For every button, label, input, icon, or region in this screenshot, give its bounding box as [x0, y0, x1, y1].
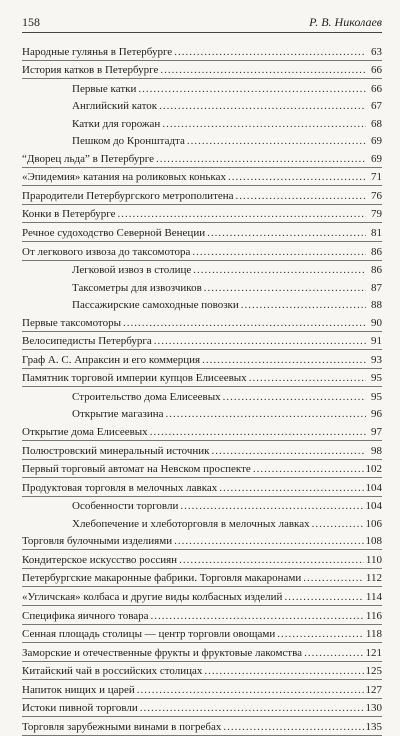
toc-entry-page: 127 — [365, 683, 382, 696]
toc-entry-page: 76 — [371, 189, 382, 202]
toc-entry-title: Сенная площадь столицы — центр торговли овощами — [22, 628, 276, 641]
toc-entry — [22, 699, 382, 718]
toc-leader-dots — [193, 264, 366, 278]
toc-entry-page: 91 — [371, 335, 382, 348]
toc-leader-dots — [118, 208, 366, 222]
toc-leader-dots — [207, 227, 366, 241]
toc-leader-dots — [187, 135, 366, 149]
toc-entry-page: 118 — [365, 628, 382, 641]
toc-leader-dots — [123, 317, 366, 331]
toc-leader-dots — [223, 721, 363, 735]
toc-entry-page: 69 — [371, 152, 382, 165]
toc-leader-dots — [219, 482, 363, 496]
toc-entry-title: Продуктовая торговля в мелочных лавках — [22, 481, 218, 494]
toc-entry-page: 98 — [371, 444, 382, 457]
toc-entry-page: 69 — [371, 135, 382, 148]
toc-entry — [22, 186, 382, 205]
toc-entry-page: 86 — [371, 245, 382, 258]
toc-entry — [22, 606, 382, 625]
toc-leader-dots — [236, 190, 366, 204]
toc-leader-dots — [223, 391, 366, 405]
toc-entry-page: 68 — [371, 117, 382, 130]
toc-leader-dots — [241, 299, 366, 313]
toc-leader-dots — [165, 408, 366, 422]
toc-entry-page: 116 — [365, 609, 382, 622]
toc-entry-title: Велосипедисты Петербурга — [22, 335, 152, 348]
toc-entry — [22, 313, 382, 332]
toc-entry — [22, 261, 382, 279]
toc-entry-page: 114 — [365, 590, 382, 603]
page-number: 158 — [22, 15, 40, 29]
toc-entry-title: Конки в Петербурге — [22, 208, 116, 221]
toc-leader-dots — [277, 628, 364, 642]
toc-entry — [22, 223, 382, 242]
toc-entry-page: 88 — [371, 299, 382, 312]
toc-entry-page: 104 — [365, 500, 382, 513]
toc-entry-page: 63 — [371, 45, 382, 58]
toc-entry — [22, 422, 382, 441]
toc-leader-dots — [249, 372, 366, 386]
toc-entry — [22, 497, 382, 515]
toc-entry — [22, 242, 382, 261]
toc-entry-page: 90 — [371, 316, 382, 329]
toc-entry-title: История катков в Петербурге — [22, 64, 159, 77]
toc-entry-title: Открытие дома Елисеевых — [22, 426, 148, 439]
toc-entry-title: Первый торговый автомат на Невском проспекте — [22, 463, 251, 476]
toc-entry-title: Прародители Петербургского метрополитена — [22, 189, 234, 202]
toc-entry-page: 104 — [365, 481, 382, 494]
toc-leader-dots — [180, 500, 363, 514]
toc-entry-page: 81 — [371, 227, 382, 240]
toc-entry-title: Таксометры для извозчиков — [72, 281, 202, 294]
toc-entry-page: 79 — [371, 208, 382, 221]
toc-entry-page: 125 — [365, 665, 382, 678]
toc-leader-dots — [303, 572, 364, 586]
toc-entry — [22, 478, 382, 497]
toc-entry-title: Катки для горожан — [72, 117, 161, 130]
toc-entry — [22, 369, 382, 388]
toc-entry-page: 95 — [371, 390, 382, 403]
table-of-contents — [22, 42, 382, 736]
toc-entry-title: Торговля зарубежными винами в погребах — [22, 720, 222, 733]
toc-leader-dots — [179, 554, 364, 568]
toc-entry-title: Легковой извоз в столице — [72, 264, 192, 277]
toc-entry-page: 66 — [371, 64, 382, 77]
toc-leader-dots — [138, 83, 366, 97]
toc-entry — [22, 332, 382, 351]
toc-entry — [22, 168, 382, 187]
toc-entry-title: Хлебопечение и хлеботорговля в мелочных лавках — [72, 517, 310, 530]
toc-leader-dots — [154, 335, 366, 349]
toc-entry-title: «Угличская» колбаса и другие виды колбасных изделий — [22, 590, 283, 603]
toc-entry — [22, 662, 382, 681]
toc-leader-dots — [160, 64, 366, 78]
toc-entry-title: Открытие магазина — [72, 408, 164, 421]
toc-entry-page: 112 — [365, 572, 382, 585]
toc-entry-title: Торговля булочными изделиями — [22, 535, 173, 548]
toc-entry — [22, 405, 382, 423]
toc-entry — [22, 643, 382, 662]
toc-entry — [22, 278, 382, 296]
toc-entry-page: 93 — [371, 353, 382, 366]
toc-entry-page: 86 — [371, 264, 382, 277]
toc-leader-dots — [174, 46, 366, 60]
toc-entry — [22, 350, 382, 369]
toc-entry — [22, 460, 382, 479]
toc-entry-title: Заморские и отечественные фрукты и фруктовые лакомства — [22, 646, 303, 659]
toc-entry-page: 67 — [371, 100, 382, 113]
toc-entry-title: Истоки пивной торговли — [22, 702, 138, 715]
toc-leader-dots — [212, 445, 366, 459]
toc-entry-page: 66 — [371, 82, 382, 95]
toc-entry — [22, 441, 382, 460]
toc-leader-dots — [312, 518, 364, 532]
toc-entry — [22, 680, 382, 699]
toc-entry-title: Китайский чай в российских столицах — [22, 665, 203, 678]
toc-leader-dots — [159, 100, 366, 114]
toc-entry — [22, 114, 382, 132]
toc-entry-page: 87 — [371, 281, 382, 294]
toc-leader-dots — [151, 610, 364, 624]
toc-entry-title: Первые таксомоторы — [22, 316, 121, 329]
toc-entry-page: 110 — [365, 553, 382, 566]
toc-entry-title: Речное судоходство Северной Венеции — [22, 227, 206, 240]
toc-entry-page: 121 — [365, 646, 382, 659]
toc-entry-page: 102 — [365, 463, 382, 476]
toc-entry — [22, 61, 382, 80]
toc-entry-title: «Эпидемия» катания на роликовых коньках — [22, 171, 226, 184]
toc-leader-dots — [253, 463, 364, 477]
toc-entry-title: Пешком до Кронштадта — [72, 135, 185, 148]
toc-entry-title: Пассажирские самоходные повозки — [72, 299, 239, 312]
toc-entry — [22, 717, 382, 736]
toc-leader-dots — [204, 665, 363, 679]
toc-entry — [22, 587, 382, 606]
toc-entry — [22, 550, 382, 569]
toc-entry-page: 130 — [365, 702, 382, 715]
toc-leader-dots — [192, 246, 366, 260]
running-header — [22, 14, 382, 33]
toc-entry — [22, 97, 382, 115]
toc-entry-page: 95 — [371, 372, 382, 385]
toc-entry-page: 108 — [365, 535, 382, 548]
toc-entry-page: 97 — [371, 426, 382, 439]
toc-entry-title: Полюстровский минеральный источник — [22, 444, 210, 457]
toc-leader-dots — [137, 684, 364, 698]
toc-leader-dots — [228, 171, 366, 185]
toc-leader-dots — [140, 702, 364, 716]
toc-entry-title: “Дворец льда” в Петербурге — [22, 152, 155, 165]
toc-entry — [22, 205, 382, 224]
toc-entry-page: 71 — [371, 171, 382, 184]
toc-entry-title: Строительство дома Елисеевых — [72, 390, 221, 403]
toc-entry-title: От легкового извоза до таксомотора — [22, 245, 191, 258]
toc-entry — [22, 625, 382, 644]
toc-entry — [22, 132, 382, 150]
toc-entry — [22, 514, 382, 532]
toc-entry-title: Граф А. С. Апраксин и его коммерция — [22, 353, 201, 366]
toc-leader-dots — [202, 354, 366, 368]
toc-entry-title: Специфика яичного товара — [22, 609, 149, 622]
toc-leader-dots — [304, 647, 363, 661]
toc-entry-title: Народные гулянья в Петербурге — [22, 45, 173, 58]
toc-entry-page: 135 — [365, 720, 382, 733]
toc-leader-dots — [150, 426, 366, 440]
toc-entry-title: Особенности торговли — [72, 500, 179, 513]
toc-entry — [22, 42, 382, 61]
author-name: Р. В. Николаев — [309, 15, 382, 29]
toc-entry-title: Кондитерское искусство россиян — [22, 553, 178, 566]
toc-entry-title: Английский каток — [72, 100, 158, 113]
toc-leader-dots — [156, 153, 366, 167]
toc-entry — [22, 532, 382, 551]
toc-entry-title: Памятник торговой империи купцов Елисеевых — [22, 372, 247, 385]
toc-entry-page: 96 — [371, 408, 382, 421]
toc-leader-dots — [204, 282, 366, 296]
toc-entry-title: Напиток нищих и царей — [22, 683, 135, 696]
toc-entry — [22, 149, 382, 168]
toc-entry-title: Петербургские макаронные фабрики. Торговля макаронами — [22, 572, 302, 585]
toc-leader-dots — [174, 535, 363, 549]
toc-entry — [22, 79, 382, 97]
toc-entry — [22, 296, 382, 314]
toc-entry — [22, 569, 382, 588]
toc-entry-title: Первые катки — [72, 82, 137, 95]
toc-entry-page: 106 — [365, 517, 382, 530]
toc-entry — [22, 387, 382, 405]
toc-leader-dots — [162, 118, 366, 132]
